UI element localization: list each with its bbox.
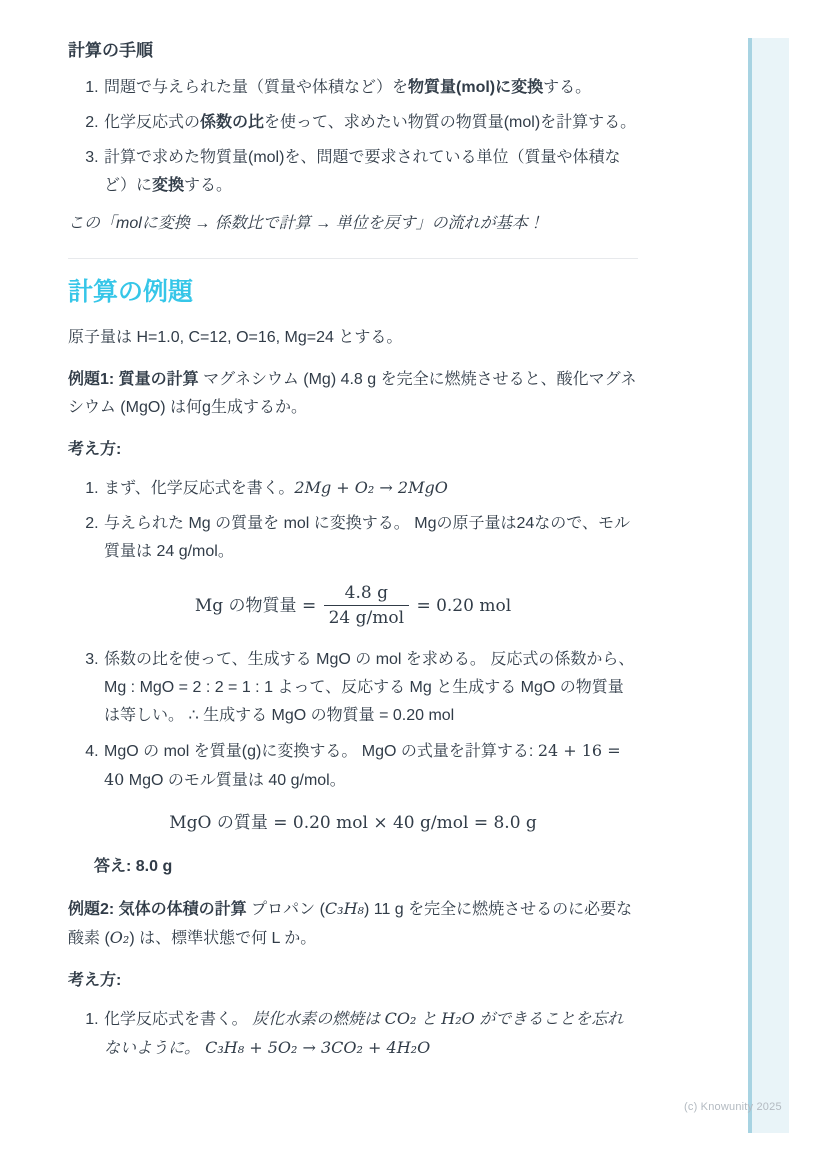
procedure-list [68,74,638,200]
example1-steps-a [68,474,638,566]
step-italic-note: ができることを忘れないように。 [104,1010,624,1057]
example2-step-1 [103,1005,638,1063]
chem-formula-oxygen: O₂ [109,927,130,947]
procedure-heading: 計算の手順 [68,41,153,60]
procedure-step-1 [103,74,638,102]
examples-heading: 計算の例題 [68,277,194,306]
watermark: (c) Knowunity 2025 [684,1101,782,1113]
step-italic-note: 炭化水素の燃焼は [252,1010,385,1028]
step-text: を使って、求めたい物質の物質量(mol)を計算する。 [264,113,637,131]
formula-mg-mol [68,582,638,631]
example1-answer: 答え: 8.0 g [94,857,173,875]
document-body [68,38,638,1073]
example1-step-4 [103,737,638,795]
section-divider [68,258,638,259]
step-bold-text: 変換 [152,176,185,194]
step-text: 与えられた Mg の質量を mol に変換する。 Mgの原子量は24なので、モル質量は 24 g/mol。 [104,514,630,560]
example2-problem [68,895,638,953]
chem-formula-h2o: H₂O [441,1008,475,1028]
example2-problem-text: ) は、標準状態で何 L か。 [129,929,317,947]
chem-formula-co2: CO₂ [384,1008,417,1028]
step-text: まず、化学反応式を書く。 [104,479,295,497]
example1-problem [68,366,638,422]
chem-equation: C₃H₈ + 5O₂ → 3CO₂ + 4H₂O [200,1037,431,1057]
step-bold-text: 物質量(mol)に変換 [408,78,544,96]
step-italic-note: と [416,1010,442,1028]
fraction-denominator: 24 g/mol [328,608,405,629]
fraction-numerator: 4.8 g [324,582,409,607]
example1-steps-b [68,646,638,795]
example1-step-2 [103,510,638,566]
example2-problem-text: ) 11 g を完全に燃焼させるのに必要な酸素 ( [68,900,633,947]
highlight-strip [748,38,789,1133]
chem-equation: 2Mg + O₂ → 2MgO [294,477,448,497]
example1-problem-text: マグネシウム (Mg) 4.8 g を完全に燃焼させると、酸化マグネシウム (MgO) は何g生成するか。 [68,370,637,416]
step-text: 係数の比を使って、生成する MgO の mol を求める。 反応式の係数から、Mg : MgO = 2 : 2 = 1 : 1 よって、反応する Mg と生成する MgO の物質量は等しい。 ∴ 生成する MgO の物質量 = 0.20 mol [104,651,635,725]
formula-rhs: = 0.20 mol [416,595,512,616]
step-text: する。 [543,78,592,96]
step-text: 化学反応式の [104,113,201,131]
example2-problem-text: プロパン ( [246,900,325,918]
step-text: 計算で求めた物質量(mol)を、問題で要求されている単位（質量や体積など）に [104,148,621,194]
step-text: 化学反応式を書く。 [104,1010,253,1028]
fraction [324,582,409,631]
formula-lhs: Mg の物質量 = [194,595,317,616]
math-expression: 24 + 16 = 40 [104,741,621,790]
example1-step-3 [103,646,638,730]
chem-formula-propane: C₃H₈ [324,898,364,918]
atomic-weights-note: 原子量は H=1.0, C=12, O=16, Mg=24 とする。 [68,328,403,346]
flow-note: この「molに変換 → 係数比で計算 → 単位を戻す」の流れが基本！ [68,214,544,232]
example1-approach-label: 考え方: [68,440,122,458]
procedure-step-2 [103,109,638,137]
step-bold-text: 係数の比 [200,113,265,131]
example2-approach-label: 考え方: [68,971,122,989]
step-text: MgO のモル質量は 40 g/mol。 [124,772,346,790]
formula-mgo-mass: MgO の質量 = 0.20 mol × 40 g/mol = 8.0 g [169,813,537,834]
step-text: 問題で与えられた量（質量や体積など）を [104,78,409,96]
example2-title: 例題2: 気体の体積の計算 [68,900,247,918]
step-text: MgO の mol を質量(g)に変換する。 MgO の式量を計算する: [104,743,538,761]
example1-step-1 [103,474,638,503]
step-text: する。 [184,176,233,194]
example2-steps [68,1005,638,1063]
example1-title: 例題1: 質量の計算 [68,370,199,388]
procedure-step-3 [103,144,638,200]
